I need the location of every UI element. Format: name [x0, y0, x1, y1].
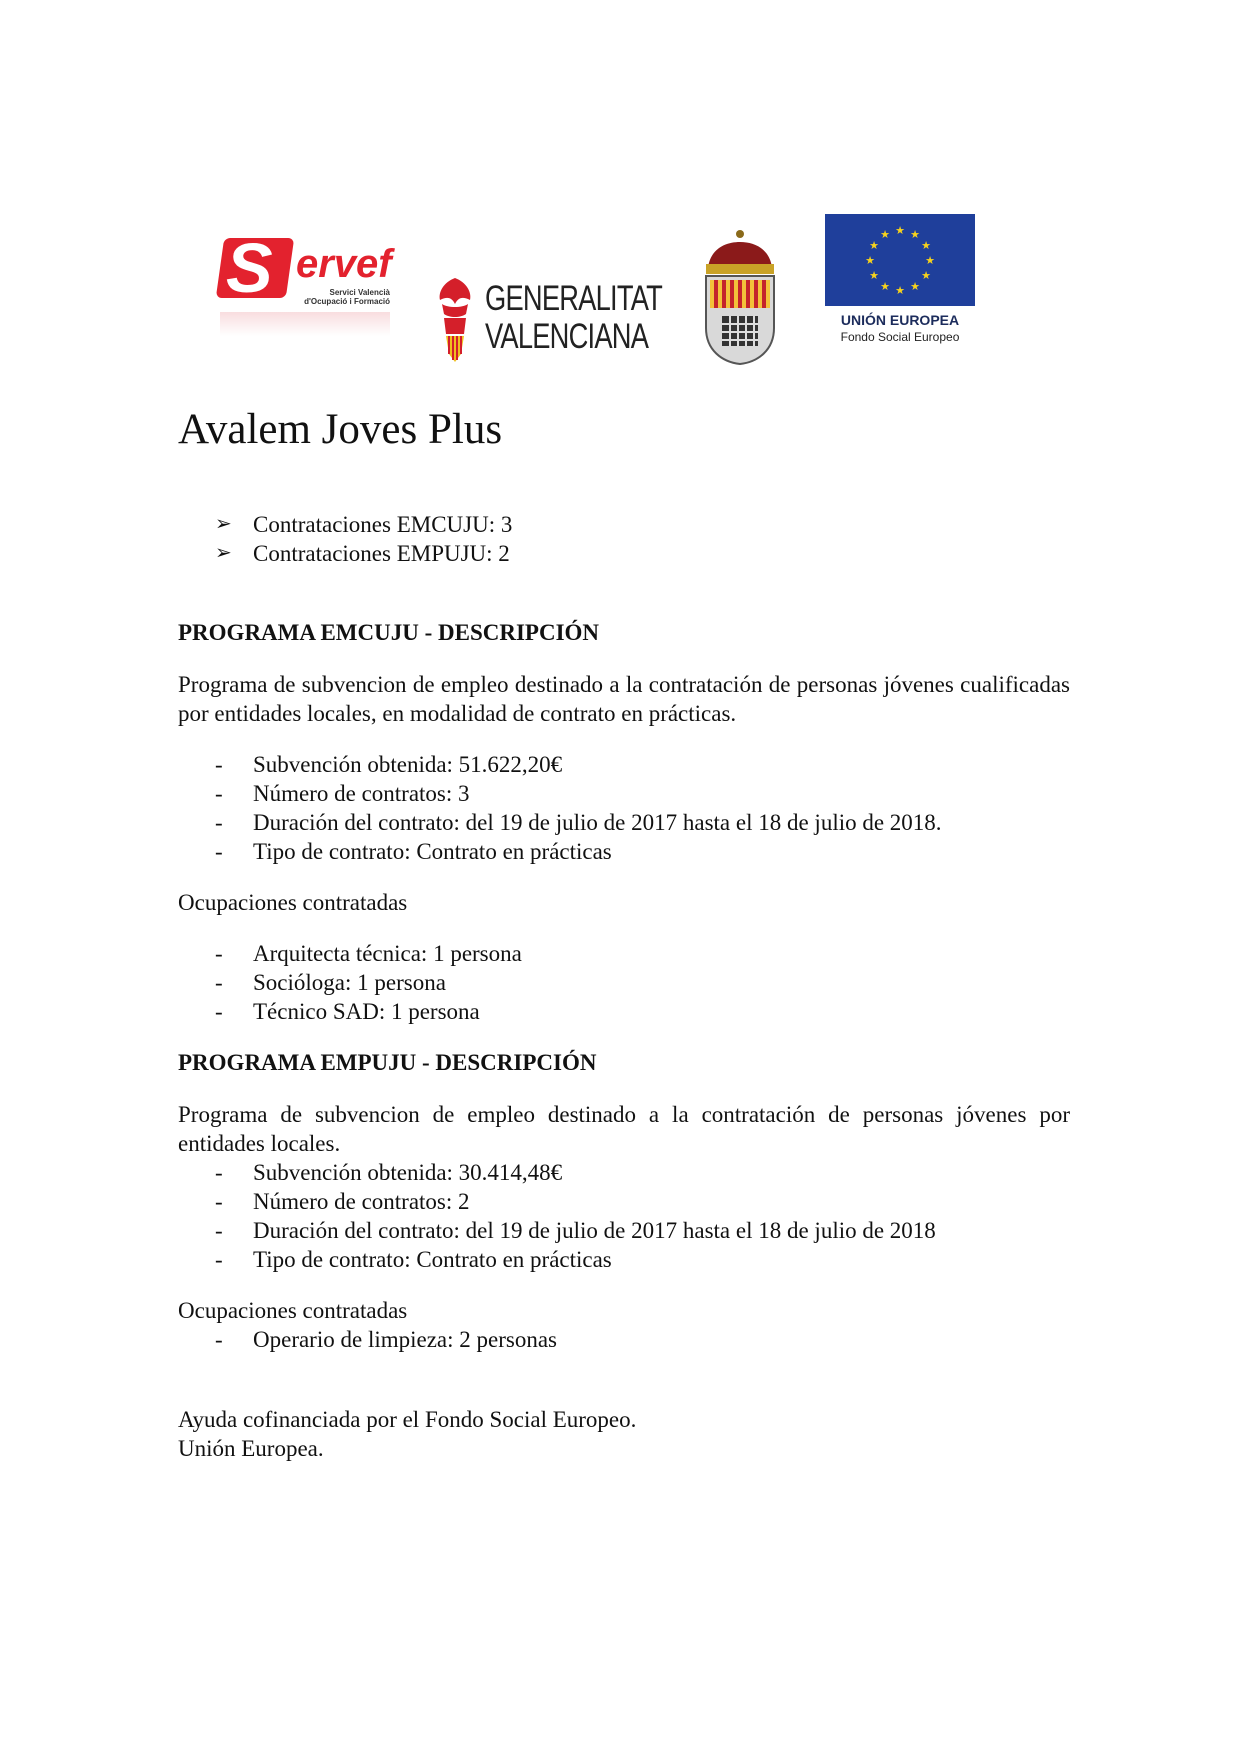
- svg-text:★: ★: [869, 239, 879, 252]
- dash-bullet: -: [215, 752, 223, 777]
- dash-bullet: -: [215, 1247, 223, 1272]
- svg-text:★: ★: [865, 254, 875, 267]
- empuju-details-list: [178, 1158, 1070, 1274]
- municipal-crest-logo: [700, 228, 780, 368]
- european-union-logo: [825, 214, 985, 364]
- emcuju-subsidy: Subvención obtenida: 51.622,20€: [253, 752, 563, 777]
- svg-text:★: ★: [921, 269, 931, 282]
- emcuju-heading: PROGRAMA EMCUJU - DESCRIPCIÓN: [178, 620, 600, 645]
- footer-line-cofinanced: Ayuda cofinanciada por el Fondo Social Europeo.: [178, 1407, 637, 1432]
- svg-text:★: ★: [869, 269, 879, 282]
- municipal-crest-icon: [700, 228, 780, 368]
- eu-flag: [825, 214, 975, 306]
- footer-line-eu: Unión Europea.: [178, 1436, 324, 1461]
- page-title: Avalem Joves Plus: [178, 406, 503, 453]
- eu-title: UNIÓN EUROPEA: [840, 312, 960, 328]
- dash-bullet: -: [215, 810, 223, 835]
- list-item: [215, 968, 1070, 997]
- occupation-text: Operario de limpieza: 2 personas: [253, 1327, 557, 1352]
- eu-stars-icon: [825, 214, 975, 306]
- servef-logo-letter: S: [226, 229, 273, 307]
- dash-bullet: -: [215, 839, 223, 864]
- empuju-contract-type: Tipo de contrato: Contrato en prácticas: [253, 1247, 612, 1272]
- summary-item: [215, 539, 1070, 568]
- dash-bullet: -: [215, 1218, 223, 1243]
- svg-text:★: ★: [895, 284, 905, 297]
- document-body: [178, 400, 1070, 1463]
- dash-bullet: -: [215, 1189, 223, 1214]
- list-item: [215, 837, 1070, 866]
- svg-text:★: ★: [880, 228, 890, 241]
- list-item: [215, 1187, 1070, 1216]
- arrow-bullet-icon: ➢: [215, 513, 232, 535]
- summary-list: [178, 510, 1070, 568]
- occupation-text: Técnico SAD: 1 persona: [253, 999, 480, 1024]
- list-item: [215, 1325, 1070, 1354]
- emcuju-occupations-list: [178, 939, 1070, 1026]
- svg-text:★: ★: [925, 254, 935, 267]
- summary-text: Contrataciones EMPUJU: 2: [253, 541, 510, 566]
- emcuju-duration: Duración del contrato: del 19 de julio de 2017 hasta el 18 de julio de 2018.: [253, 810, 942, 835]
- servef-logo: [210, 229, 392, 346]
- emcuju-details-list: [178, 750, 1070, 866]
- dash-bullet: -: [215, 970, 223, 995]
- emcuju-occupations-label: Ocupaciones contratadas: [178, 890, 408, 915]
- emcuju-contract-type: Tipo de contrato: Contrato en prácticas: [253, 839, 612, 864]
- servef-logo-subtitle: Servici Valencià d'Ocupació i Formació: [304, 288, 390, 306]
- dash-bullet: -: [215, 941, 223, 966]
- svg-text:★: ★: [895, 224, 905, 237]
- empuju-occupations-label: Ocupaciones contratadas: [178, 1298, 408, 1323]
- generalitat-valenciana-name: [485, 280, 662, 356]
- empuju-subsidy: Subvención obtenida: 30.414,48€: [253, 1160, 563, 1185]
- list-item: [215, 808, 1070, 837]
- dash-bullet: -: [215, 999, 223, 1024]
- empuju-occupations-list: [178, 1325, 1070, 1354]
- summary-text: Contrataciones EMCUJU: 3: [253, 512, 513, 537]
- dash-bullet: -: [215, 1160, 223, 1185]
- empuju-contract-count: Número de contratos: 2: [253, 1189, 470, 1214]
- empuju-description: Programa de subvencion de empleo destinado a la contratación de personas jóvenes por entidades locales.: [178, 1102, 1070, 1156]
- generalitat-valenciana-logo: [430, 274, 662, 374]
- list-item: [215, 939, 1070, 968]
- empuju-duration: Duración del contrato: del 19 de julio de 2017 hasta el 18 de julio de 2018: [253, 1218, 936, 1243]
- servef-logo-reflection: [220, 312, 390, 336]
- dash-bullet: -: [215, 781, 223, 806]
- eu-subtitle: Fondo Social Europeo: [840, 330, 960, 344]
- bat-emblem-icon: [430, 274, 480, 364]
- list-item: [215, 1216, 1070, 1245]
- occupation-text: Socióloga: 1 persona: [253, 970, 446, 995]
- list-item: [215, 779, 1070, 808]
- logo-header: [210, 196, 1010, 376]
- servef-logo-name: ervef: [296, 242, 392, 286]
- svg-text:★: ★: [910, 280, 920, 293]
- emcuju-description: Programa de subvencion de empleo destinado a la contratación de personas jóvenes cualificadas por entidades locales, en modalidad de contrato en prácticas.: [178, 672, 1070, 726]
- list-item: [215, 1245, 1070, 1274]
- svg-text:★: ★: [910, 228, 920, 241]
- list-item: [215, 1158, 1070, 1187]
- svg-text:★: ★: [880, 280, 890, 293]
- svg-text:★: ★: [921, 239, 931, 252]
- list-item: [215, 750, 1070, 779]
- valenciana-line: VALENCIANA: [485, 317, 649, 356]
- footer-note: [178, 1405, 1070, 1463]
- generalitat-line: GENERALITAT: [485, 279, 662, 318]
- dash-bullet: -: [215, 1327, 223, 1352]
- summary-item: [215, 510, 1070, 539]
- list-item: [215, 997, 1070, 1026]
- arrow-bullet-icon: ➢: [215, 542, 232, 564]
- empuju-heading: PROGRAMA EMPUJU - DESCRIPCIÓN: [178, 1050, 597, 1075]
- emcuju-contract-count: Número de contratos: 3: [253, 781, 470, 806]
- occupation-text: Arquitecta técnica: 1 persona: [253, 941, 522, 966]
